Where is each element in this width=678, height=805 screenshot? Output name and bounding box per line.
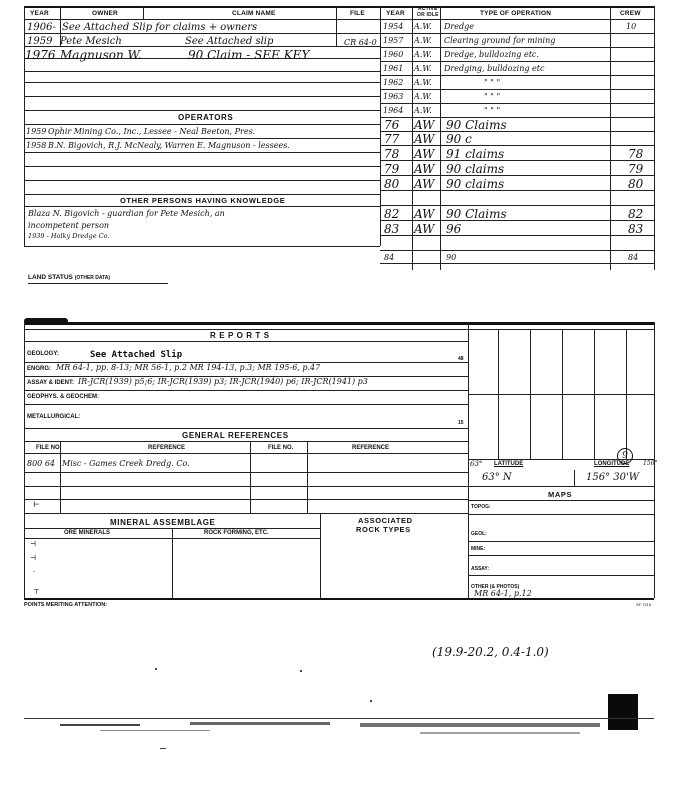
op-1-status: A.W. (414, 22, 432, 31)
op-10-crew: 78 (628, 147, 644, 161)
mineral-tick-1: ⊣ (30, 540, 37, 548)
latitude-label: LATITUDE (494, 461, 524, 467)
op-13-year: 82 (384, 207, 400, 221)
associated-label: ASSOCIATED (358, 516, 413, 525)
ref-row-file: 800 64 (27, 459, 55, 468)
maps-mine: MINE: (471, 546, 486, 552)
owner-row-2-claim: See Attached slip (185, 36, 274, 47)
header-active: ACTIVE (418, 6, 438, 12)
scan-noise-line (24, 718, 654, 719)
op-3-year: 1960 (383, 50, 404, 59)
owner-row-2-year: 1959 (27, 36, 53, 47)
op-14-status: AW (414, 222, 435, 236)
op-13-type: 90 Claims (446, 207, 507, 221)
op-12-crew: 80 (628, 177, 644, 191)
op-5-status: A.W. (414, 78, 432, 87)
form-number: SF 7215 (636, 602, 652, 607)
other-persons-line-3: 1939 - Holky Dredge Co. (28, 232, 110, 240)
op-6-year: 1963 (383, 92, 404, 101)
reports-title: R E P O R T S (210, 331, 270, 340)
mineral-tick-3: · (33, 568, 36, 576)
op-11-crew: 79 (628, 162, 644, 176)
op-1-type: Dredge (444, 22, 474, 31)
header-owner: OWNER (92, 10, 118, 17)
op-13-status: AW (414, 207, 435, 221)
op-3-type: Dredge, bulldozing etc. (444, 50, 539, 59)
owner-row-2-owner: Pete Mesich (60, 36, 122, 47)
mineral-col-ore: ORE MINERALS (64, 530, 111, 536)
owner-row-3-owner: Magnuson W. (60, 48, 142, 62)
op-15-type: 90 (446, 253, 457, 262)
owner-row-2-file: CR 64-0 (344, 38, 377, 47)
op-4-status: A.W. (414, 64, 432, 73)
op-3-status: A.W. (414, 50, 432, 59)
op-2-year: 1957 (383, 36, 404, 45)
ref-col-file: FILE NO. (36, 445, 62, 451)
op-6-status: A.W. (414, 92, 432, 101)
op-7-type: " " " (484, 106, 501, 115)
header-year-ops: YEAR (386, 10, 405, 17)
op-2-status: A.W. (414, 36, 432, 45)
header-year: YEAR (30, 10, 49, 17)
mineral-col-rock: ROCK FORMING, ETC. (204, 530, 269, 536)
op-4-year: 1961 (383, 64, 404, 73)
op-14-crew: 83 (628, 222, 644, 236)
operator-2-text: B.N. Bigovich, R.J. McNealy, Warren E. Magnuson - lessees. (48, 141, 290, 150)
op-5-year: 1962 (383, 78, 404, 87)
geophys-label: GEOPHYS. & GEOCHEM: (27, 394, 100, 400)
op-11-type: 90 claims (446, 162, 505, 176)
maps-topog: TOPOG: (471, 504, 491, 510)
op-5-type: " " " (484, 78, 501, 87)
engrg-value: MR 64-1, pp. 8-13; MR 56-1, p.2 MR 194-13, p.3; MR 195-6, p.47 (56, 363, 321, 372)
op-13-crew: 82 (628, 207, 644, 221)
op-9-type: 90 c (446, 132, 472, 146)
general-references-title: GENERAL REFERENCES (182, 431, 289, 440)
ref-col-file-2: FILE NO. (268, 445, 294, 451)
op-12-status: AW (414, 177, 435, 191)
op-9-status: AW (414, 132, 435, 146)
points-meriting-attention: POINTS MERITING ATTENTION: (24, 602, 108, 608)
op-14-year: 83 (384, 222, 400, 236)
op-1-crew: 10 (626, 22, 637, 31)
header-claim-name: CLAIM NAME (232, 10, 276, 17)
operator-1-year: 1959 (26, 127, 47, 136)
metallurgical-number: 15 (458, 420, 464, 426)
op-10-status: AW (414, 147, 435, 161)
op-12-year: 80 (384, 177, 400, 191)
coordinate-note: (19.9-20.2, 0.4-1.0) (432, 645, 549, 659)
ref-tick-mark: ⊢ (33, 500, 40, 509)
ref-row-reference: Misc - Games Creek Dredg. Co. (62, 459, 190, 468)
op-10-type: 91 claims (446, 147, 505, 161)
op-10-year: 78 (384, 147, 400, 161)
geology-label: GEOLOGY: (27, 351, 59, 357)
op-15-crew: 84 (628, 253, 639, 262)
latitude-prefix: 63° (470, 460, 483, 468)
op-15-year: 84 (384, 253, 395, 262)
other-persons-line-1: Blaza N. Bigovich - guardian for Pete Mesich, an (28, 209, 225, 218)
op-7-year: 1964 (383, 106, 404, 115)
owner-row-3-year: 1976 (25, 48, 56, 62)
metallurgical-label: METALLURGICAL: (27, 414, 81, 420)
header-file: FILE (350, 10, 365, 17)
geology-number: 48 (458, 356, 464, 362)
operator-2-year: 1958 (26, 141, 47, 150)
owner-row-1-year: 1906- (27, 22, 56, 33)
maps-other-label: OTHER (& PHOTOS) (471, 584, 520, 590)
op-1-year: 1954 (383, 22, 404, 31)
op-11-status: AW (414, 162, 435, 176)
longitude-value: 156° 30'W (586, 472, 640, 483)
op-8-year: 76 (384, 118, 400, 132)
other-persons-line-2: incompetent person (28, 221, 110, 230)
latitude-value: 63° N (482, 472, 512, 483)
longitude-label: LONGITUDE (594, 461, 630, 467)
owner-row-1-text: See Attached Slip for claims + owners (62, 22, 258, 33)
maps-assay: ASSAY: (471, 566, 490, 572)
op-11-year: 79 (384, 162, 400, 176)
geology-value: See Attached Slip (90, 350, 183, 360)
ref-col-reference: REFERENCE (148, 445, 186, 451)
maps-other-value: MR 64-1, p.12 (474, 589, 532, 598)
engrg-label: ENGRG: (27, 366, 51, 372)
mineral-tick-4: ⊤ (33, 588, 40, 596)
ref-col-reference-2: REFERENCE (352, 445, 390, 451)
op-2-type: Clearing ground for mining (444, 36, 556, 45)
circled-number: 9 (617, 448, 633, 464)
op-9-year: 77 (384, 132, 400, 146)
rock-types-label: ROCK TYPES (356, 525, 411, 534)
op-14-type: 96 (446, 222, 462, 236)
op-4-type: Dredging, bulldozing etc (444, 64, 545, 73)
header-type-of-operation: TYPE OF OPERATION (480, 10, 552, 17)
op-12-type: 90 claims (446, 177, 505, 191)
other-persons-title: OTHER PERSONS HAVING KNOWLEDGE (120, 196, 286, 205)
assay-value: IR-JCR(1939) p5;6; IR-JCR(1939) p3; IR-JCR(1940) p6; IR-JCR(1941) p3 (78, 377, 368, 386)
mineral-tick-2: ⊣ (30, 554, 37, 562)
scan-smudge (608, 694, 638, 730)
op-6-type: " " " (484, 92, 501, 101)
land-status-label: LAND STATUS (OTHER DATA) (28, 274, 111, 281)
maps-geol: GEOL: (471, 531, 487, 537)
operator-1-text: Ophir Mining Co., Inc., Lessee - Neal Beeton, Pres. (48, 127, 256, 136)
mineral-assemblage-title: MINERAL ASSEMBLAGE (110, 518, 216, 527)
op-8-status: AW (414, 118, 435, 132)
owner-row-3-claim: 90 Claim - SEE KEY (188, 48, 310, 62)
longitude-suffix: 156° (643, 460, 658, 467)
operators-title: OPERATORS (178, 113, 234, 122)
assay-label: ASSAY & IDENT: (27, 380, 75, 386)
maps-title: MAPS (548, 490, 573, 499)
op-8-type: 90 Claims (446, 118, 507, 132)
header-or-idle: OR IDLE (417, 12, 439, 18)
header-crew: CREW (620, 10, 641, 17)
op-7-status: A.W. (414, 106, 432, 115)
